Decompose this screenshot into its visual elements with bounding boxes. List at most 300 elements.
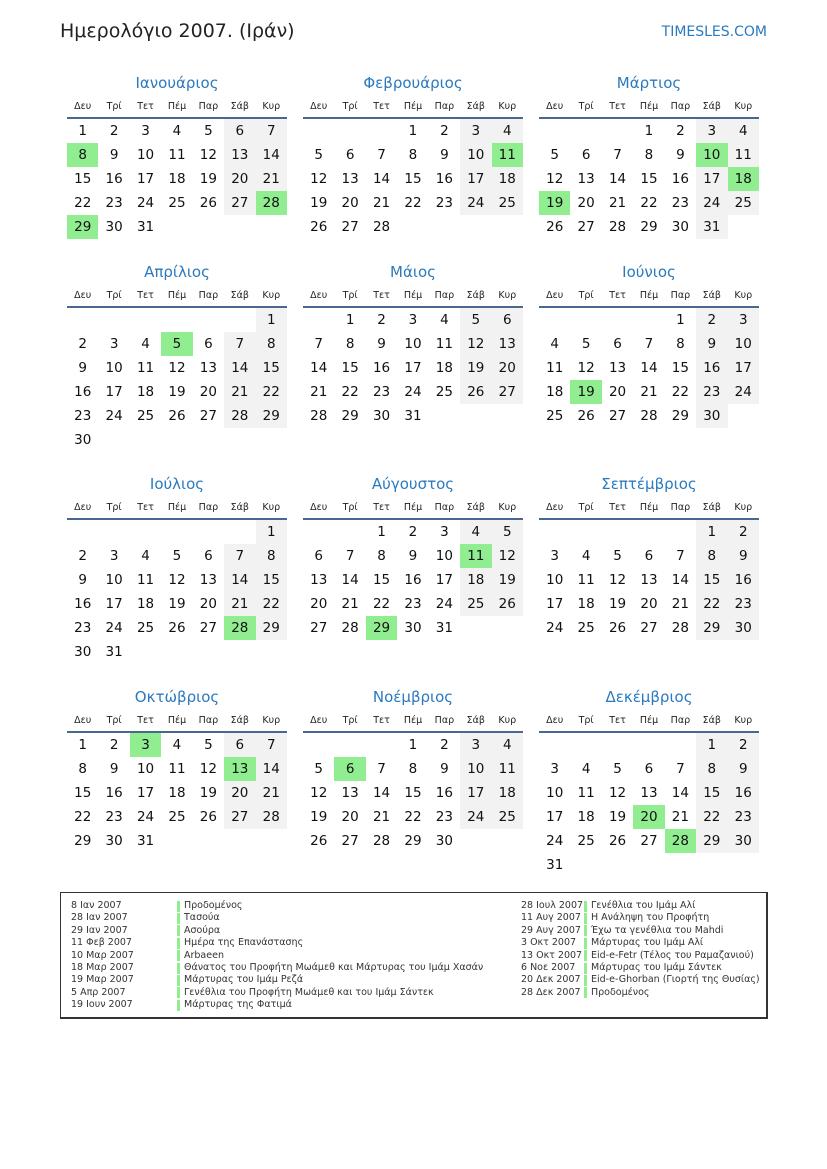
day-cell[interactable]: 14 [372, 785, 391, 801]
day-cell[interactable]: 5 [460, 308, 491, 332]
day-cell[interactable]: 5 [613, 761, 622, 777]
day-cell[interactable]: 20 [608, 384, 627, 400]
day-cell[interactable]: 31 [546, 857, 564, 873]
day-cell[interactable]: 13 [199, 572, 217, 588]
day-cell[interactable]: 30 [435, 833, 453, 849]
day-cell[interactable]: 7 [314, 336, 323, 352]
day-cell[interactable]: 25 [136, 620, 155, 636]
day-cell[interactable]: 25 [577, 833, 595, 849]
day-cell[interactable]: 21 [372, 195, 391, 211]
day-cell[interactable]: 29 [696, 829, 727, 853]
day-cell[interactable]: 24 [696, 191, 727, 215]
holiday-day-cell[interactable]: 11 [460, 544, 491, 568]
day-cell[interactable]: 29 [256, 616, 287, 640]
day-cell[interactable]: 1 [696, 520, 727, 544]
day-cell[interactable]: 2 [440, 737, 449, 753]
day-cell[interactable]: 24 [460, 805, 491, 829]
day-cell[interactable]: 15 [404, 785, 422, 801]
day-cell[interactable]: 19 [608, 596, 627, 612]
day-cell[interactable]: 1 [696, 733, 727, 757]
day-cell[interactable]: 3 [460, 733, 491, 757]
day-cell[interactable]: 27 [310, 620, 328, 636]
day-cell[interactable]: 17 [546, 596, 564, 612]
day-cell[interactable]: 28 [372, 219, 391, 235]
day-cell[interactable]: 9 [696, 332, 727, 356]
day-cell[interactable]: 7 [613, 147, 622, 163]
day-cell[interactable]: 21 [256, 781, 287, 805]
day-cell[interactable]: 7 [256, 119, 287, 143]
holiday-day-cell[interactable]: 5 [161, 332, 192, 356]
day-cell[interactable]: 16 [435, 171, 453, 187]
day-cell[interactable]: 27 [577, 219, 595, 235]
day-cell[interactable]: 25 [577, 620, 595, 636]
day-cell[interactable]: 21 [256, 167, 287, 191]
day-cell[interactable]: 6 [345, 147, 355, 163]
day-cell[interactable]: 2 [728, 733, 759, 757]
day-cell[interactable]: 4 [440, 312, 449, 328]
day-cell[interactable]: 3 [550, 548, 559, 564]
holiday-day-cell[interactable]: 3 [130, 733, 161, 757]
holiday-day-cell[interactable]: 18 [728, 167, 759, 191]
day-cell[interactable]: 6 [224, 119, 255, 143]
day-cell[interactable]: 12 [168, 572, 186, 588]
day-cell[interactable]: 16 [372, 360, 391, 376]
day-cell[interactable]: 21 [671, 596, 689, 612]
day-cell[interactable]: 20 [199, 596, 217, 612]
day-cell[interactable]: 26 [608, 620, 627, 636]
day-cell[interactable]: 10 [460, 143, 491, 167]
day-cell[interactable]: 11 [577, 785, 595, 801]
day-cell[interactable]: 23 [435, 195, 453, 211]
day-cell[interactable]: 21 [372, 809, 391, 825]
day-cell[interactable]: 18 [136, 384, 155, 400]
day-cell[interactable]: 9 [440, 761, 449, 777]
day-cell[interactable]: 1 [256, 520, 287, 544]
day-cell[interactable]: 3 [141, 123, 150, 139]
day-cell[interactable]: 18 [460, 568, 491, 592]
day-cell[interactable]: 11 [728, 143, 759, 167]
day-cell[interactable]: 17 [546, 809, 564, 825]
day-cell[interactable]: 13 [640, 785, 658, 801]
day-cell[interactable]: 16 [696, 356, 727, 380]
day-cell[interactable]: 27 [341, 219, 359, 235]
day-cell[interactable]: 13 [310, 572, 328, 588]
day-cell[interactable]: 30 [105, 219, 123, 235]
day-cell[interactable]: 18 [168, 785, 186, 801]
day-cell[interactable]: 10 [105, 360, 123, 376]
day-cell[interactable]: 13 [640, 572, 658, 588]
day-cell[interactable]: 10 [460, 757, 491, 781]
day-cell[interactable]: 16 [74, 596, 92, 612]
day-cell[interactable]: 17 [136, 785, 155, 801]
day-cell[interactable]: 25 [492, 805, 523, 829]
day-cell[interactable]: 5 [581, 336, 591, 352]
day-cell[interactable]: 17 [404, 360, 422, 376]
day-cell[interactable]: 2 [676, 123, 685, 139]
day-cell[interactable]: 31 [136, 833, 155, 849]
day-cell[interactable]: 14 [256, 143, 287, 167]
holiday-day-cell[interactable]: 28 [665, 829, 696, 853]
day-cell[interactable]: 10 [136, 761, 155, 777]
day-cell[interactable]: 19 [608, 809, 627, 825]
day-cell[interactable]: 6 [204, 336, 213, 352]
day-cell[interactable]: 20 [341, 809, 359, 825]
day-cell[interactable]: 8 [256, 544, 287, 568]
day-cell[interactable]: 23 [671, 195, 689, 211]
day-cell[interactable]: 25 [168, 195, 186, 211]
day-cell[interactable]: 23 [435, 809, 453, 825]
day-cell[interactable]: 24 [105, 620, 123, 636]
day-cell[interactable]: 7 [676, 761, 685, 777]
day-cell[interactable]: 11 [492, 757, 523, 781]
day-cell[interactable]: 5 [613, 548, 622, 564]
day-cell[interactable]: 4 [141, 548, 150, 564]
day-cell[interactable]: 13 [608, 360, 627, 376]
day-cell[interactable]: 29 [74, 833, 92, 849]
holiday-day-cell[interactable]: 28 [256, 191, 287, 215]
holiday-day-cell[interactable]: 29 [67, 215, 98, 239]
day-cell[interactable]: 11 [546, 360, 564, 376]
day-cell[interactable]: 9 [408, 548, 418, 564]
day-cell[interactable]: 27 [224, 805, 255, 829]
day-cell[interactable]: 7 [224, 544, 255, 568]
day-cell[interactable]: 27 [608, 408, 627, 424]
day-cell[interactable]: 26 [168, 620, 186, 636]
day-cell[interactable]: 15 [74, 171, 92, 187]
day-cell[interactable]: 3 [109, 336, 119, 352]
day-cell[interactable]: 24 [546, 833, 564, 849]
day-cell[interactable]: 23 [404, 596, 422, 612]
day-cell[interactable]: 12 [310, 171, 328, 187]
day-cell[interactable]: 22 [372, 596, 391, 612]
day-cell[interactable]: 18 [546, 384, 564, 400]
day-cell[interactable]: 18 [136, 596, 155, 612]
day-cell[interactable]: 6 [204, 548, 213, 564]
day-cell[interactable]: 23 [728, 805, 759, 829]
day-cell[interactable]: 2 [78, 548, 87, 564]
day-cell[interactable]: 17 [136, 171, 155, 187]
day-cell[interactable]: 22 [341, 384, 359, 400]
day-cell[interactable]: 9 [78, 360, 87, 376]
day-cell[interactable]: 26 [460, 380, 491, 404]
day-cell[interactable]: 12 [577, 360, 595, 376]
day-cell[interactable]: 23 [105, 809, 123, 825]
day-cell[interactable]: 9 [78, 572, 87, 588]
day-cell[interactable]: 18 [492, 167, 523, 191]
day-cell[interactable]: 22 [404, 195, 422, 211]
day-cell[interactable]: 8 [377, 548, 386, 564]
day-cell[interactable]: 3 [550, 761, 559, 777]
day-cell[interactable]: 7 [377, 147, 386, 163]
day-cell[interactable]: 22 [696, 805, 727, 829]
day-cell[interactable]: 22 [671, 384, 689, 400]
day-cell[interactable]: 6 [492, 308, 523, 332]
day-cell[interactable]: 21 [224, 592, 255, 616]
day-cell[interactable]: 27 [341, 833, 359, 849]
day-cell[interactable]: 4 [172, 737, 182, 753]
day-cell[interactable]: 23 [74, 408, 92, 424]
day-cell[interactable]: 27 [199, 620, 217, 636]
holiday-day-cell[interactable]: 28 [224, 616, 255, 640]
day-cell[interactable]: 20 [310, 596, 328, 612]
day-cell[interactable]: 13 [341, 785, 359, 801]
holiday-day-cell[interactable]: 10 [696, 143, 727, 167]
day-cell[interactable]: 14 [640, 360, 658, 376]
day-cell[interactable]: 27 [492, 380, 523, 404]
day-cell[interactable]: 4 [492, 733, 523, 757]
day-cell[interactable]: 31 [136, 219, 155, 235]
day-cell[interactable]: 2 [78, 336, 87, 352]
day-cell[interactable]: 6 [644, 761, 654, 777]
day-cell[interactable]: 23 [728, 592, 759, 616]
day-cell[interactable]: 8 [676, 336, 685, 352]
day-cell[interactable]: 2 [109, 123, 119, 139]
day-cell[interactable]: 2 [440, 123, 449, 139]
day-cell[interactable]: 16 [435, 785, 453, 801]
day-cell[interactable]: 28 [671, 620, 689, 636]
brand-link[interactable]: TIMESLES.COM [661, 24, 767, 40]
day-cell[interactable]: 16 [105, 785, 123, 801]
day-cell[interactable]: 14 [608, 171, 627, 187]
day-cell[interactable]: 14 [671, 572, 689, 588]
day-cell[interactable]: 15 [372, 572, 391, 588]
day-cell[interactable]: 23 [372, 384, 391, 400]
day-cell[interactable]: 27 [224, 191, 255, 215]
holiday-day-cell[interactable]: 29 [366, 616, 397, 640]
day-cell[interactable]: 19 [168, 384, 186, 400]
day-cell[interactable]: 26 [199, 809, 217, 825]
day-cell[interactable]: 1 [676, 312, 685, 328]
day-cell[interactable]: 21 [341, 596, 359, 612]
day-cell[interactable]: 28 [341, 620, 359, 636]
day-cell[interactable]: 22 [404, 809, 422, 825]
day-cell[interactable]: 21 [224, 380, 255, 404]
day-cell[interactable]: 29 [671, 408, 689, 424]
day-cell[interactable]: 16 [74, 384, 92, 400]
day-cell[interactable]: 24 [136, 195, 155, 211]
day-cell[interactable]: 15 [341, 360, 359, 376]
day-cell[interactable]: 2 [408, 524, 418, 540]
day-cell[interactable]: 3 [440, 524, 449, 540]
day-cell[interactable]: 15 [671, 360, 689, 376]
day-cell[interactable]: 26 [310, 833, 328, 849]
day-cell[interactable]: 4 [492, 119, 523, 143]
day-cell[interactable]: 19 [492, 568, 523, 592]
day-cell[interactable]: 13 [341, 171, 359, 187]
day-cell[interactable]: 9 [728, 544, 759, 568]
day-cell[interactable]: 25 [168, 809, 186, 825]
day-cell[interactable]: 29 [256, 404, 287, 428]
day-cell[interactable]: 9 [109, 147, 119, 163]
day-cell[interactable]: 25 [728, 191, 759, 215]
day-cell[interactable]: 13 [577, 171, 595, 187]
day-cell[interactable]: 6 [613, 336, 622, 352]
day-cell[interactable]: 24 [105, 408, 123, 424]
day-cell[interactable]: 26 [608, 833, 627, 849]
day-cell[interactable]: 18 [577, 809, 595, 825]
day-cell[interactable]: 28 [372, 833, 391, 849]
day-cell[interactable]: 11 [168, 147, 186, 163]
day-cell[interactable]: 7 [345, 548, 355, 564]
day-cell[interactable]: 5 [550, 147, 559, 163]
day-cell[interactable]: 15 [696, 568, 727, 592]
day-cell[interactable]: 13 [199, 360, 217, 376]
day-cell[interactable]: 30 [74, 644, 92, 660]
day-cell[interactable]: 19 [199, 785, 217, 801]
day-cell[interactable]: 26 [492, 592, 523, 616]
day-cell[interactable]: 10 [546, 572, 564, 588]
day-cell[interactable]: 3 [109, 548, 119, 564]
day-cell[interactable]: 12 [168, 360, 186, 376]
day-cell[interactable]: 3 [460, 119, 491, 143]
day-cell[interactable]: 30 [671, 219, 689, 235]
day-cell[interactable]: 30 [105, 833, 123, 849]
day-cell[interactable]: 24 [435, 596, 453, 612]
day-cell[interactable]: 18 [577, 596, 595, 612]
day-cell[interactable]: 1 [408, 123, 418, 139]
day-cell[interactable]: 6 [314, 548, 323, 564]
day-cell[interactable]: 7 [676, 548, 685, 564]
day-cell[interactable]: 22 [74, 195, 92, 211]
day-cell[interactable]: 10 [136, 147, 155, 163]
day-cell[interactable]: 1 [345, 312, 355, 328]
day-cell[interactable]: 25 [136, 408, 155, 424]
day-cell[interactable]: 12 [199, 761, 217, 777]
day-cell[interactable]: 14 [224, 568, 255, 592]
day-cell[interactable]: 11 [136, 360, 155, 376]
day-cell[interactable]: 28 [608, 219, 627, 235]
day-cell[interactable]: 12 [546, 171, 564, 187]
day-cell[interactable]: 21 [671, 809, 689, 825]
day-cell[interactable]: 10 [404, 336, 422, 352]
day-cell[interactable]: 12 [460, 332, 491, 356]
day-cell[interactable]: 30 [728, 616, 759, 640]
day-cell[interactable]: 4 [581, 548, 591, 564]
day-cell[interactable]: 8 [408, 147, 418, 163]
day-cell[interactable]: 5 [492, 520, 523, 544]
day-cell[interactable]: 27 [640, 833, 658, 849]
day-cell[interactable]: 26 [310, 219, 328, 235]
day-cell[interactable]: 30 [372, 408, 391, 424]
holiday-day-cell[interactable]: 19 [539, 191, 570, 215]
day-cell[interactable]: 26 [199, 195, 217, 211]
day-cell[interactable]: 12 [608, 785, 627, 801]
day-cell[interactable]: 8 [696, 544, 727, 568]
day-cell[interactable]: 14 [341, 572, 359, 588]
day-cell[interactable]: 7 [256, 733, 287, 757]
day-cell[interactable]: 15 [696, 781, 727, 805]
day-cell[interactable]: 7 [224, 332, 255, 356]
day-cell[interactable]: 20 [341, 195, 359, 211]
day-cell[interactable]: 22 [256, 592, 287, 616]
day-cell[interactable]: 8 [78, 761, 87, 777]
day-cell[interactable]: 22 [640, 195, 658, 211]
day-cell[interactable]: 16 [671, 171, 689, 187]
day-cell[interactable]: 17 [728, 356, 759, 380]
day-cell[interactable]: 22 [256, 380, 287, 404]
day-cell[interactable]: 31 [404, 408, 422, 424]
day-cell[interactable]: 5 [314, 147, 323, 163]
day-cell[interactable]: 20 [224, 781, 255, 805]
day-cell[interactable]: 13 [224, 143, 255, 167]
day-cell[interactable]: 3 [696, 119, 727, 143]
day-cell[interactable]: 17 [696, 167, 727, 191]
day-cell[interactable]: 11 [435, 336, 453, 352]
day-cell[interactable]: 3 [728, 308, 759, 332]
holiday-day-cell[interactable]: 8 [67, 143, 98, 167]
day-cell[interactable]: 31 [696, 215, 727, 239]
day-cell[interactable]: 4 [550, 336, 559, 352]
day-cell[interactable]: 4 [141, 336, 150, 352]
day-cell[interactable]: 1 [644, 123, 654, 139]
day-cell[interactable]: 23 [74, 620, 92, 636]
day-cell[interactable]: 12 [310, 785, 328, 801]
day-cell[interactable]: 23 [696, 380, 727, 404]
day-cell[interactable]: 29 [640, 219, 658, 235]
day-cell[interactable]: 21 [640, 384, 658, 400]
day-cell[interactable]: 2 [696, 308, 727, 332]
day-cell[interactable]: 19 [310, 809, 328, 825]
day-cell[interactable]: 29 [696, 616, 727, 640]
holiday-day-cell[interactable]: 20 [633, 805, 664, 829]
day-cell[interactable]: 2 [728, 520, 759, 544]
day-cell[interactable]: 28 [640, 408, 658, 424]
day-cell[interactable]: 20 [199, 384, 217, 400]
day-cell[interactable]: 15 [640, 171, 658, 187]
day-cell[interactable]: 26 [577, 408, 595, 424]
day-cell[interactable]: 26 [168, 408, 186, 424]
day-cell[interactable]: 2 [377, 312, 386, 328]
day-cell[interactable]: 4 [460, 520, 491, 544]
day-cell[interactable]: 27 [199, 408, 217, 424]
day-cell[interactable]: 1 [256, 308, 287, 332]
holiday-day-cell[interactable]: 13 [224, 757, 255, 781]
day-cell[interactable]: 24 [404, 384, 422, 400]
day-cell[interactable]: 14 [372, 171, 391, 187]
day-cell[interactable]: 17 [105, 384, 123, 400]
day-cell[interactable]: 28 [256, 805, 287, 829]
day-cell[interactable]: 5 [204, 737, 213, 753]
day-cell[interactable]: 10 [435, 548, 453, 564]
day-cell[interactable]: 12 [608, 572, 627, 588]
day-cell[interactable]: 14 [671, 785, 689, 801]
day-cell[interactable]: 24 [728, 380, 759, 404]
day-cell[interactable]: 22 [74, 809, 92, 825]
day-cell[interactable]: 30 [696, 404, 727, 428]
day-cell[interactable]: 4 [172, 123, 182, 139]
day-cell[interactable]: 23 [105, 195, 123, 211]
day-cell[interactable]: 17 [460, 781, 491, 805]
day-cell[interactable]: 8 [345, 336, 355, 352]
day-cell[interactable]: 15 [74, 785, 92, 801]
day-cell[interactable]: 5 [204, 123, 213, 139]
day-cell[interactable]: 31 [105, 644, 123, 660]
day-cell[interactable]: 14 [310, 360, 328, 376]
day-cell[interactable]: 3 [408, 312, 418, 328]
day-cell[interactable]: 9 [377, 336, 386, 352]
day-cell[interactable]: 5 [172, 548, 182, 564]
day-cell[interactable]: 4 [728, 119, 759, 143]
day-cell[interactable]: 2 [109, 737, 119, 753]
day-cell[interactable]: 7 [377, 761, 386, 777]
day-cell[interactable]: 16 [404, 572, 422, 588]
day-cell[interactable]: 16 [105, 171, 123, 187]
day-cell[interactable]: 31 [435, 620, 453, 636]
day-cell[interactable]: 14 [224, 356, 255, 380]
day-cell[interactable]: 15 [404, 171, 422, 187]
day-cell[interactable]: 19 [310, 195, 328, 211]
holiday-day-cell[interactable]: 6 [334, 757, 365, 781]
